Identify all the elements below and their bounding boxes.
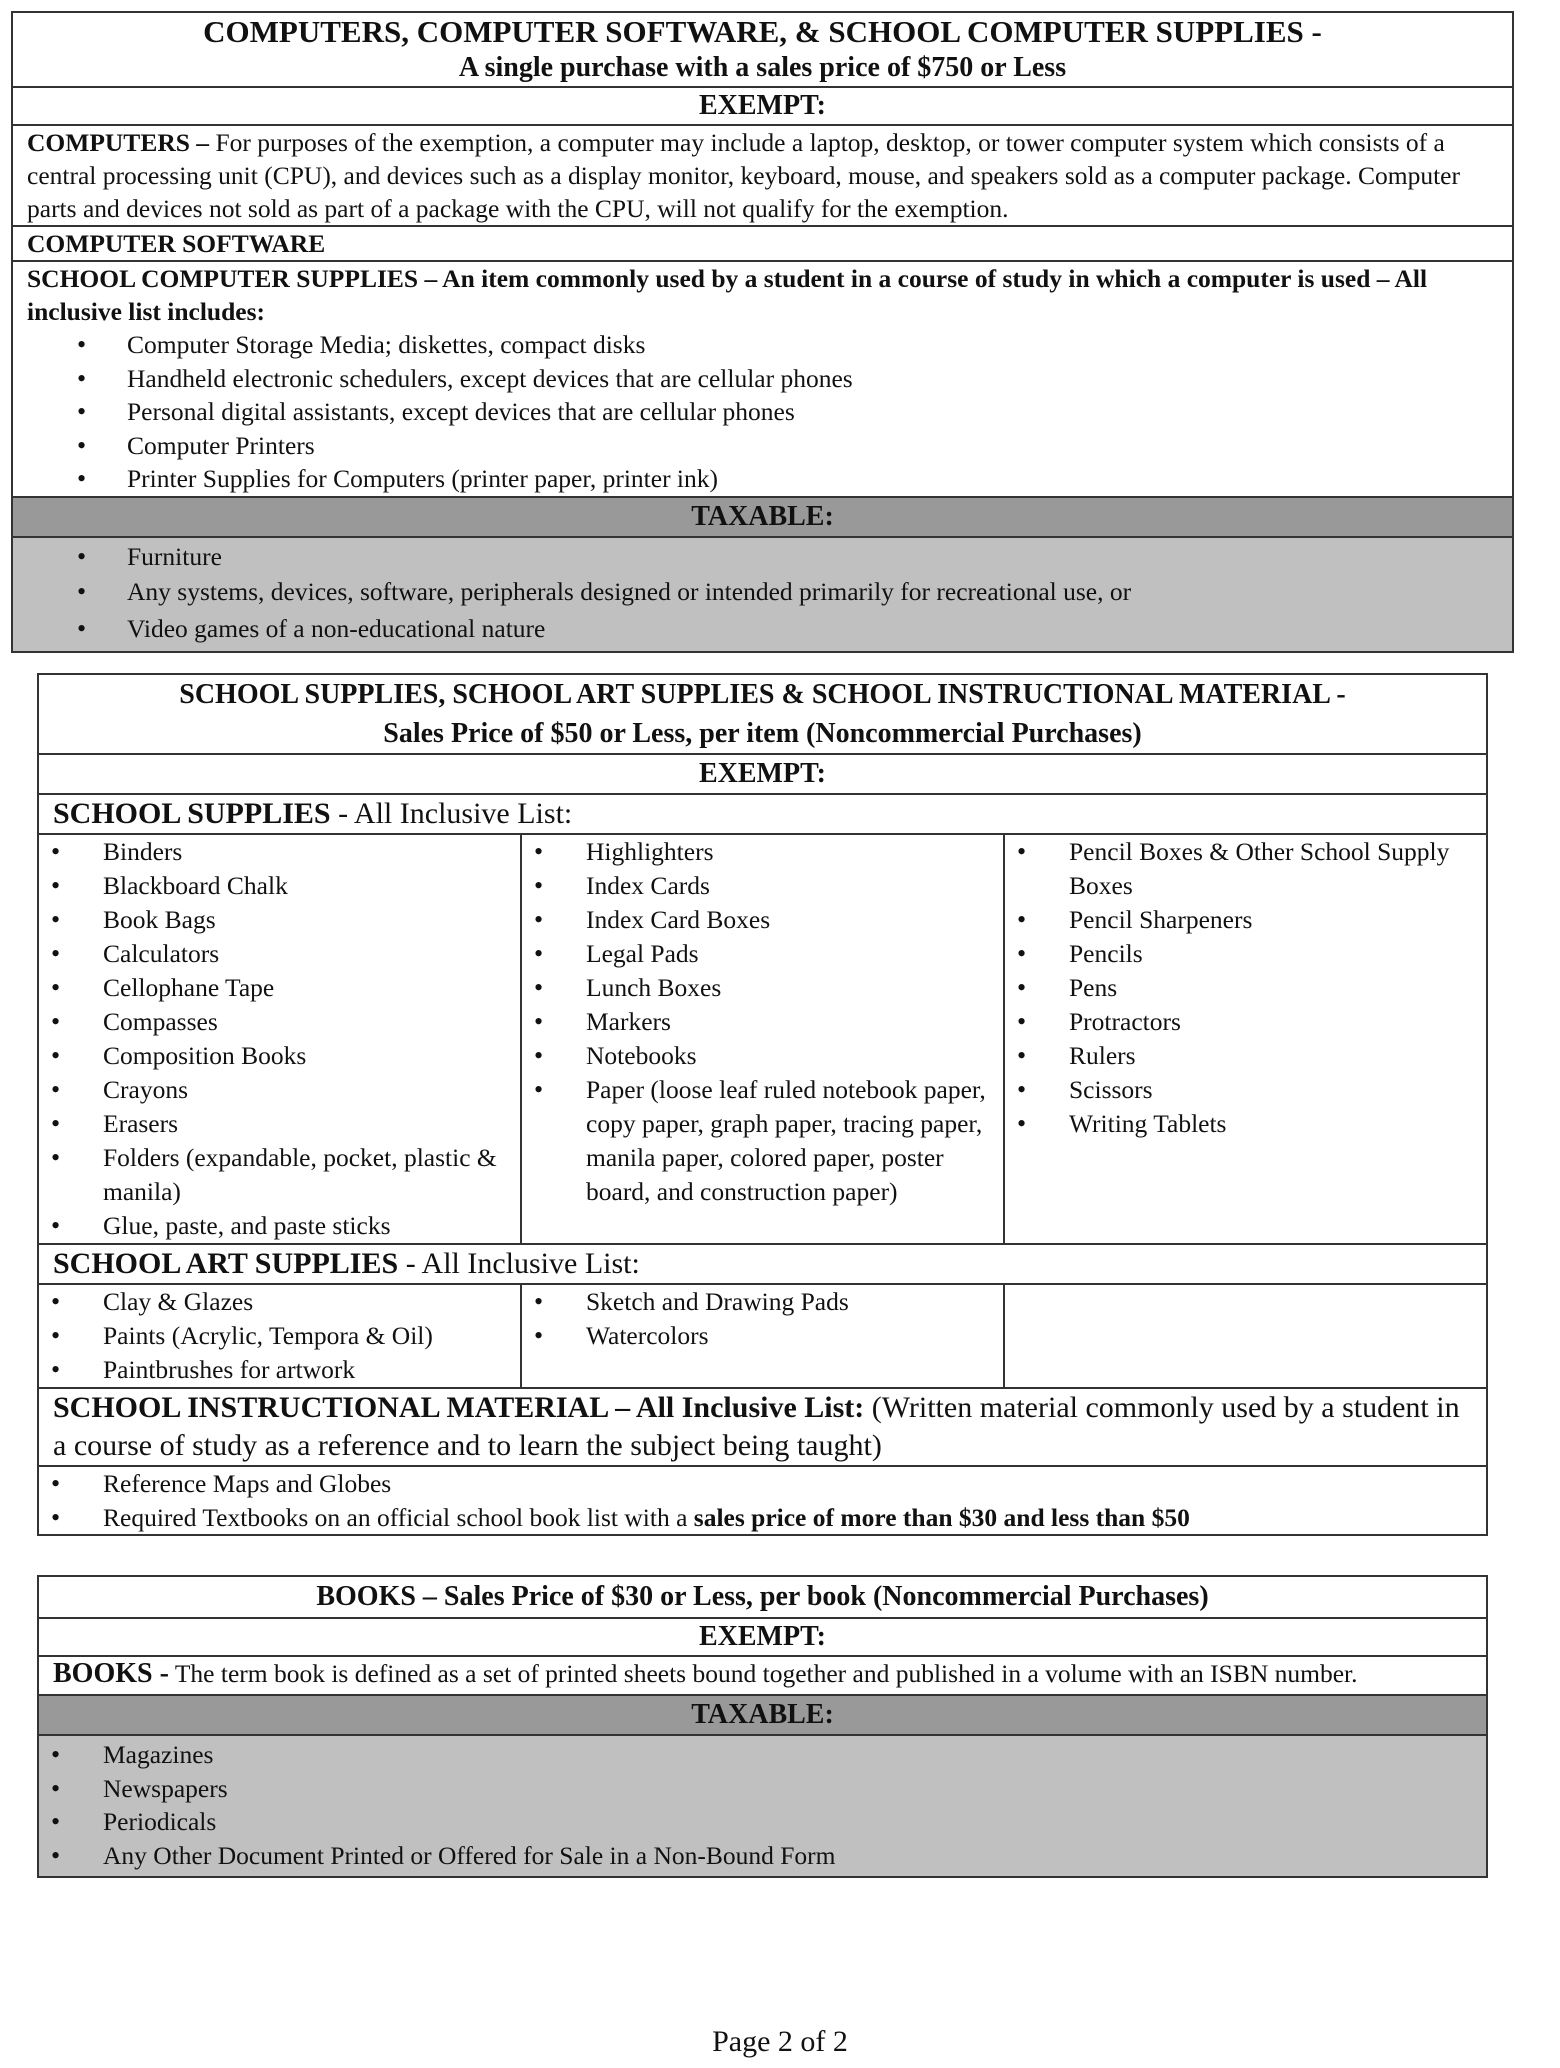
instructional-material-list (39, 1467, 1486, 1534)
list-item: • Paper (loose leaf ruled notebook paper, copy paper, graph paper, tracing paper, manila paper, colored paper, poster board, and construction paper) (522, 1073, 1003, 1209)
list-item: • Handheld electronic schedulers, except devices that are cellular phones (13, 362, 1512, 396)
list-item: • Calculators (39, 937, 520, 971)
header-label: SCHOOL SUPPLIES (53, 797, 331, 830)
list-item: • Glue, paste, and paste sticks (39, 1209, 520, 1243)
computers-section (11, 11, 1514, 653)
books-label: BOOKS - (53, 1658, 169, 1689)
list-item: • Sketch and Drawing Pads (522, 1285, 1003, 1319)
exempt-header: EXEMPT: (39, 1619, 1486, 1657)
taxable-header: TAXABLE: (39, 1696, 1486, 1736)
computers-label: COMPUTERS – (27, 128, 210, 157)
school-computer-supplies (13, 262, 1512, 498)
page-number: Page 2 of 2 (712, 2025, 848, 2058)
list-item: • Crayons (39, 1073, 520, 1107)
school-supplies-header (39, 795, 1486, 835)
section-title: SCHOOL SUPPLIES, SCHOOL ART SUPPLIES & SCHOOL INSTRUCTIONAL MATERIAL - (179, 679, 1346, 710)
list-item: • Notebooks (522, 1039, 1003, 1073)
section-subtitle: Sales Price of $50 or Less, per item (Noncommercial Purchases) (383, 718, 1142, 749)
list-item: • Clay & Glazes (39, 1285, 520, 1319)
supplies-label: SCHOOL COMPUTER SUPPLIES – An item commonly used by a student in a course of study in which a computer is used – All inclusive list includes: (27, 264, 1428, 326)
taxable-list (13, 538, 1512, 652)
section-subtitle: A single purchase with a sales price of $750 or Less (458, 52, 1067, 83)
computer-software-label: COMPUTER SOFTWARE (13, 227, 1512, 262)
list-item: • Highlighters (522, 835, 1003, 869)
art-supplies-columns (39, 1285, 1486, 1389)
list-item: • Scissors (1005, 1073, 1486, 1107)
list-item: • Legal Pads (522, 937, 1003, 971)
art-supplies-header (39, 1245, 1486, 1285)
list-item: • Any Other Document Printed or Offered for Sale in a Non-Bound Form (39, 1839, 1486, 1873)
list-item: • Pens (1005, 971, 1486, 1005)
list-item: • Reference Maps and Globes (39, 1467, 1486, 1501)
list-item: • Composition Books (39, 1039, 520, 1073)
item-bold-text: sales price of more than $30 and less than $50 (693, 1502, 1190, 1532)
list-item: • Computer Printers (13, 429, 1512, 463)
list-item: • Periodicals (39, 1805, 1486, 1839)
list-item: • Markers (522, 1005, 1003, 1039)
school-supplies-section (37, 673, 1488, 1536)
list-item: • Index Cards (522, 869, 1003, 903)
list-item: • Personal digital assistants, except devices that are cellular phones (13, 395, 1512, 429)
list-item: • Index Card Boxes (522, 903, 1003, 937)
exempt-header: EXEMPT: (39, 755, 1486, 795)
list-item (39, 1501, 1486, 1535)
header-suffix: - All Inclusive List: (330, 797, 573, 830)
list-item: • Paints (Acrylic, Tempora & Oil) (39, 1319, 520, 1353)
books-section (37, 1575, 1488, 1878)
list-item: • Folders (expandable, pocket, plastic & manila) (39, 1141, 520, 1209)
list-item: • Video games of a non-educational nature (13, 610, 1512, 647)
computers-text: For purposes of the exemption, a computer may include a laptop, desktop, or tower computer system which consists of a central processing unit (CPU), and devices such as a display monitor, keyboard, mouse, and speakers sold as a computer package. Computer parts and devices not sold as part of a package with the CPU, will not qualify for the exemption. (27, 128, 1460, 223)
instructional-material-header (39, 1389, 1486, 1467)
list-item: • Newspapers (39, 1772, 1486, 1806)
list-item: • Protractors (1005, 1005, 1486, 1039)
taxable-header: TAXABLE: (13, 498, 1512, 538)
list-item: • Pencil Sharpeners (1005, 903, 1486, 937)
list-item: • Paintbrushes for artwork (39, 1353, 520, 1387)
list-item: • Watercolors (522, 1319, 1003, 1353)
list-item: • Magazines (39, 1738, 1486, 1772)
computers-definition (13, 126, 1512, 227)
list-item: • Rulers (1005, 1039, 1486, 1073)
header-description: (Written material commonly used by a student in a course of study as a reference and to learn the subject being taught) (53, 1391, 1460, 1462)
header-label: SCHOOL INSTRUCTIONAL MATERIAL – All Inclusive List: (53, 1391, 865, 1424)
section-title: BOOKS – Sales Price of $30 or Less, per book (Noncommercial Purchases) (39, 1577, 1486, 1619)
school-supplies-columns (39, 835, 1486, 1245)
list-item: • Erasers (39, 1107, 520, 1141)
supplies-list (13, 328, 1512, 496)
list-item: • Computer Storage Media; diskettes, compact disks (13, 328, 1512, 362)
list-item: • Pencil Boxes & Other School Supply Boxes (1005, 835, 1486, 903)
books-text: The term book is defined as a set of printed sheets bound together and published in a volume with an ISBN number. (168, 1659, 1358, 1688)
list-item: • Furniture (13, 540, 1512, 574)
list-item: • Book Bags (39, 903, 520, 937)
list-item: • Any systems, devices, software, peripherals designed or intended primarily for recreational use, or (13, 573, 1512, 610)
list-item: • Writing Tablets (1005, 1107, 1486, 1141)
list-item: • Printer Supplies for Computers (printer paper, printer ink) (13, 462, 1512, 496)
header-suffix: - All Inclusive List: (398, 1247, 640, 1280)
exempt-header: EXEMPT: (13, 88, 1512, 126)
taxable-list (39, 1736, 1486, 1876)
list-item: • Lunch Boxes (522, 971, 1003, 1005)
section-title: COMPUTERS, COMPUTER SOFTWARE, & SCHOOL COMPUTER SUPPLIES - (203, 14, 1322, 49)
item-text: Required Textbooks on an official school book list with a (103, 1502, 694, 1532)
list-item: • Compasses (39, 1005, 520, 1039)
books-definition (39, 1657, 1486, 1696)
list-item: • Blackboard Chalk (39, 869, 520, 903)
list-item: • Pencils (1005, 937, 1486, 971)
header-label: SCHOOL ART SUPPLIES (53, 1247, 399, 1280)
list-item: • Binders (39, 835, 520, 869)
list-item: • Cellophane Tape (39, 971, 520, 1005)
